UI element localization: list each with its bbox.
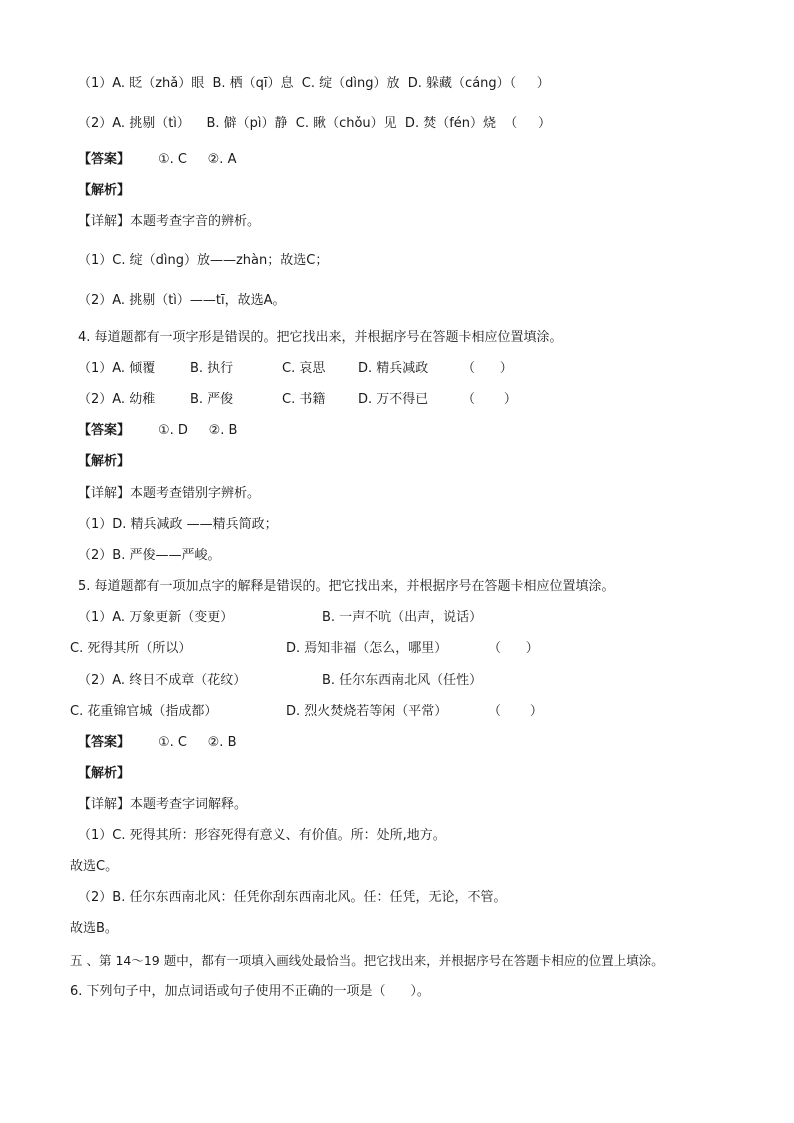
detail-item: （1）D. 精兵减政 ——精兵简政； — [78, 517, 278, 532]
answer-value: ①. D ②. B — [158, 423, 238, 438]
answer-value: ①. C ②. A — [158, 152, 237, 167]
analysis-label: 【解析】 — [78, 183, 131, 198]
detail-item: （2）B. 任尔东西南北风：任凭你刮东西南北风。任：任凭，无论，不管。 — [78, 890, 507, 905]
detail-conclusion: 故选B。 — [70, 921, 118, 936]
analysis-label: 【解析】 — [78, 766, 131, 781]
answer-blank: （ ） — [462, 361, 513, 376]
detail-item: （1）C. 绽（dìng）放——zhàn；故选C； — [78, 253, 329, 268]
option-c: C. 哀思 — [282, 361, 326, 376]
answer-value: ①. C ②. B — [158, 735, 237, 750]
q5-option-right: D. 烈火焚烧若等闲（平常） — [286, 704, 448, 719]
q5-option-right: B. 一声不吭（出声，说话） — [322, 610, 483, 625]
section-heading: 五 、第 14～19 题中，都有一项填入画线处最恰当。把它找出来，并根据序号在答题卡相应的位置上填涂。 — [70, 953, 664, 968]
q5-option-left: （1）A. 万象更新（变更） — [78, 610, 234, 625]
q5-option-left: C. 花重锦官城（指成都） — [70, 704, 218, 719]
q5-option-left: C. 死得其所（所以） — [70, 641, 192, 656]
option-c: C. 书籍 — [282, 392, 326, 407]
answer-blank: （ ） — [488, 641, 539, 656]
answer-blank: （ ） — [488, 704, 543, 719]
analysis-label: 【解析】 — [78, 454, 131, 469]
answer-blank: （ ） — [462, 392, 517, 407]
answer-label: 【答案】 — [78, 152, 131, 167]
question-4-stem: 4. 每道题都有一项字形是错误的。把它找出来，并根据序号在答题卡相应位置填涂。 — [78, 330, 563, 345]
answer-label: 【答案】 — [78, 423, 131, 438]
detail-conclusion: 故选C。 — [70, 859, 119, 874]
question-6-stem: 6. 下列句子中，加点词语或句子使用不正确的一项是（ ）。 — [70, 984, 430, 999]
option-a: （1）A. 倾覆 — [78, 361, 156, 376]
answer-label: 【答案】 — [78, 735, 131, 750]
question-5-stem: 5. 每道题都有一项加点字的解释是错误的。把它找出来，并根据序号在答题卡相应位置填涂。 — [78, 579, 615, 594]
detail-item: （2）A. 挑剔（tì）——tī，故选A。 — [78, 293, 286, 308]
detail-item: （2）B. 严俊——严峻。 — [78, 548, 221, 563]
q5-option-right: B. 任尔东西南北风（任性） — [322, 673, 483, 688]
option-d: D. 精兵减政 — [358, 361, 429, 376]
detail-text: 【详解】本题考查字音的辨析。 — [78, 214, 261, 229]
option-b: B. 执行 — [190, 361, 234, 376]
detail-item: （1）C. 死得其所：形容死得有意义、有价值。所：处所,地方。 — [78, 828, 446, 843]
q3-option-line-1: （1）A. 眨（zhǎ）眼 B. 栖（qī）息 C. 绽（dìng）放 D. 躲藏（cáng）（ ） — [78, 76, 550, 91]
option-d: D. 万不得已 — [358, 392, 429, 407]
q5-option-right: D. 焉知非福（怎么，哪里） — [286, 641, 448, 656]
q3-option-line-2: （2）A. 挑剔（tì） B. 僻（pì）静 C. 瞅（chǒu）见 D. 焚（fén）烧 （ ） — [78, 116, 551, 131]
detail-text: 【详解】本题考查错别字辨析。 — [78, 486, 261, 501]
q5-option-left: （2）A. 终日不成章（花纹） — [78, 673, 247, 688]
option-b: B. 严俊 — [190, 392, 234, 407]
option-a: （2）A. 幼稚 — [78, 392, 156, 407]
detail-text: 【详解】本题考查字词解释。 — [78, 797, 248, 812]
